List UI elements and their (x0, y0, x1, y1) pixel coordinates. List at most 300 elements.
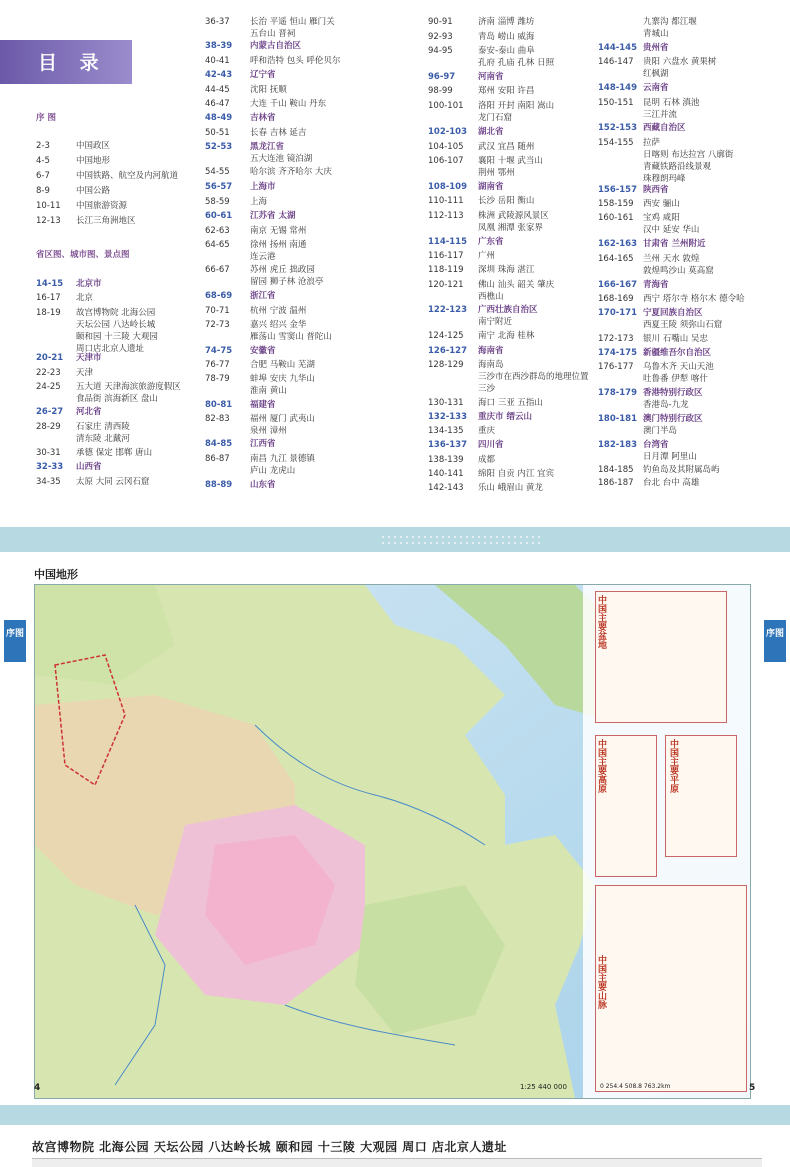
toc-entry[interactable] (36, 215, 136, 228)
toc-entry[interactable] (428, 397, 543, 410)
toc-entry[interactable] (428, 167, 515, 180)
toc-entry-title: 台北 台中 高雄 (643, 478, 700, 488)
toc-region-entry[interactable] (598, 413, 703, 426)
toc-entry-title: 绵阳 自贡 内江 宜宾 (478, 469, 555, 479)
toc-entry[interactable] (36, 367, 93, 380)
toc-page-number: 84-85 (205, 439, 233, 449)
toc-entry[interactable] (205, 196, 267, 209)
toc-entry[interactable] (36, 185, 110, 198)
toc-entry-title: 苏州 虎丘 拙政园 (250, 265, 315, 275)
toc-entry[interactable] (598, 265, 714, 278)
toc-entry[interactable] (428, 16, 534, 29)
toc-entry-title: 钓鱼岛及其附属岛屿 (643, 465, 720, 475)
toc-entry[interactable] (598, 16, 697, 29)
toc-entry-title: 拉萨 (643, 138, 661, 148)
toc-entry-title: 南京 无锡 常州 (250, 226, 307, 236)
toc-entry-title: 天坛公园 八达岭长城 (76, 320, 156, 330)
toc-entry-title: 福州 厦门 武夷山 (250, 414, 315, 424)
toc-page-number: 156-157 (598, 185, 638, 195)
toc-entry-title: 泉州 漳州 (250, 426, 287, 436)
toc-title: 目 录 (38, 52, 107, 74)
toc-entry[interactable] (598, 293, 745, 306)
toc-entry[interactable] (205, 425, 287, 438)
toc-entry-title: 日月潭 阿里山 (643, 452, 697, 462)
toc-entry-title: 兰州 天水 敦煌 (643, 254, 700, 264)
toc-page-number: 70-71 (205, 306, 230, 316)
toc-entry-title: 周口店北京人遗址 (76, 344, 145, 354)
scale-bar-numbers: 0 254.4 508.8 763.2km (600, 1083, 671, 1090)
toc-entry[interactable] (598, 399, 689, 412)
toc-entry[interactable] (205, 373, 315, 386)
toc-page-number: 32-33 (36, 462, 64, 472)
section-tab-left[interactable] (4, 620, 26, 662)
toc-page-number (428, 371, 478, 384)
toc-entry-title: 泰安-泰山 曲阜 (478, 46, 535, 56)
toc-entry-title: 西夏王陵 须弥山石窟 (643, 320, 723, 330)
toc-entry-title: 云南省 (643, 83, 669, 93)
toc-entry[interactable] (205, 84, 287, 97)
toc-region-entry[interactable] (428, 126, 504, 139)
toc-page-number (205, 153, 250, 166)
toc-entry-title: 西宁 塔尔寺 格尔木 德令哈 (643, 294, 745, 304)
toc-page-number (428, 291, 478, 304)
toc-entry[interactable] (428, 45, 535, 58)
toc-entry[interactable] (598, 68, 669, 81)
toc-page-number: 138-139 (428, 455, 464, 465)
toc-page-number (205, 425, 250, 438)
toc-entry-title: 银川 石嘴山 吴忠 (643, 334, 708, 344)
toc-page-number (428, 112, 478, 125)
toc-entry[interactable] (428, 425, 495, 438)
section-tab-right-label: 序图 (765, 629, 784, 639)
toc-entry[interactable] (428, 100, 554, 113)
toc-entry[interactable] (36, 447, 152, 460)
toc-page-number (598, 319, 643, 332)
divider-band-2 (0, 1105, 790, 1125)
toc-region-entry[interactable] (205, 141, 284, 154)
toc-entry[interactable] (36, 433, 130, 446)
toc-page-number (205, 251, 250, 264)
toc-entry-title: 呼和浩特 包头 呼伦贝尔 (250, 56, 341, 66)
toc-entry-title: 孔府 孔庙 孔林 日照 (478, 58, 555, 68)
toc-entry[interactable] (598, 97, 699, 110)
toc-region-entry[interactable] (205, 210, 295, 223)
toc-page-number (598, 109, 643, 122)
toc-region-entry[interactable] (36, 461, 102, 474)
toc-entry[interactable] (598, 361, 714, 374)
toc-page-number: 170-171 (598, 308, 638, 318)
toc-entry-title: 宝鸡 咸阳 (643, 213, 680, 223)
toc-page-number (205, 465, 250, 478)
toc-page-number: 66-67 (205, 265, 230, 275)
toc-page-number: 26-27 (36, 407, 64, 417)
toc-page-number: 24-25 (36, 382, 61, 392)
toc-page-number: 162-163 (598, 239, 638, 249)
toc-entry-title: 长沙 岳阳 衡山 (478, 196, 535, 206)
toc-page-number: 2-3 (36, 141, 50, 151)
toc-entry[interactable] (598, 373, 708, 386)
toc-region-entry[interactable] (205, 399, 276, 412)
toc-entry[interactable] (205, 385, 287, 398)
toc-entry-title: 哈尔滨 齐齐哈尔 大庆 (250, 167, 332, 177)
toc-entry[interactable] (36, 393, 158, 406)
basins-legend (595, 591, 727, 723)
toc-entry-title: 乌鲁木齐 天山天池 (643, 362, 714, 372)
toc-page-number: 72-73 (205, 320, 230, 330)
toc-entry-title: 浙江省 (250, 291, 276, 301)
toc-entry[interactable] (428, 210, 549, 223)
toc-region-entry[interactable] (428, 71, 504, 84)
section-tab-right[interactable] (764, 620, 786, 662)
toc-entry[interactable] (598, 212, 680, 225)
toc-entry[interactable] (205, 28, 295, 41)
toc-entry-title: 安徽省 (250, 346, 276, 356)
toc-entry-title: 株洲 武陵源风景区 (478, 211, 549, 221)
toc-page-number: 122-123 (428, 305, 468, 315)
toc-entry[interactable] (205, 359, 315, 372)
toc-entry-title: 长春 吉林 延吉 (250, 128, 307, 138)
toc-page-number: 8-9 (36, 186, 50, 196)
toc-page-number: 30-31 (36, 448, 61, 458)
toc-entry[interactable] (598, 198, 680, 211)
toc-entry[interactable] (428, 112, 512, 125)
toc-entry[interactable] (428, 482, 543, 495)
toc-section-label: 省区图、城市图、景点图 (36, 250, 130, 260)
toc-entry[interactable] (428, 57, 554, 70)
toc-entry[interactable] (428, 330, 534, 343)
toc-entry-title: 天津市 (76, 353, 102, 363)
toc-page-number: 182-183 (598, 440, 638, 450)
toc-entry[interactable] (205, 127, 306, 140)
toc-entry-title: 四川省 (478, 440, 504, 450)
toc-entry[interactable] (205, 465, 295, 478)
toc-entry[interactable] (598, 477, 699, 490)
toc-section-heading (36, 249, 130, 262)
toc-entry[interactable] (598, 253, 699, 266)
toc-page-number: 82-83 (205, 414, 230, 424)
toc-entry-title: 山西省 (76, 462, 102, 472)
toc-region-entry[interactable] (598, 82, 669, 95)
toc-region-entry[interactable] (205, 290, 276, 303)
toc-entry[interactable] (36, 307, 155, 320)
toc-entry[interactable] (598, 425, 677, 438)
section-tab-left-label: 序图 (5, 629, 24, 639)
toc-entry-title: 淮南 黄山 (250, 386, 287, 396)
toc-page-number (428, 167, 478, 180)
toc-region-entry[interactable] (598, 122, 686, 135)
toc-entry-title: 青城山 (643, 29, 669, 39)
toc-entry[interactable] (428, 85, 534, 98)
toc-entry[interactable] (428, 468, 554, 481)
toc-entry-title: 吐鲁番 伊犁 喀什 (643, 374, 708, 384)
toc-entry-title: 承德 保定 邯郸 唐山 (76, 448, 153, 458)
toc-entry[interactable] (428, 316, 512, 329)
toc-region-entry[interactable] (36, 278, 102, 291)
toc-region-entry[interactable] (428, 411, 532, 424)
toc-region-entry[interactable] (205, 112, 276, 125)
toc-page-number (428, 316, 478, 329)
toc-page-number (428, 383, 478, 396)
toc-page-number (598, 373, 643, 386)
toc-entry[interactable] (598, 149, 733, 162)
toc-entry-title: 颐和园 十三陵 大观园 (76, 332, 158, 342)
toc-page-number: 172-173 (598, 334, 634, 344)
toc-entry-title: 宁夏回族自治区 (643, 308, 703, 318)
toc-entry[interactable] (205, 16, 335, 29)
toc-entry-title: 长江三角洲地区 (76, 216, 136, 226)
toc-region-entry[interactable] (205, 69, 276, 82)
toc-page-number: 58-59 (205, 197, 230, 207)
toc-entry-title: 清东陵 北戴河 (76, 434, 130, 444)
toc-entry-title: 澳门特别行政区 (643, 414, 703, 424)
toc-region-entry[interactable] (205, 479, 276, 492)
toc-page-number (598, 425, 643, 438)
toc-entry[interactable] (428, 264, 534, 277)
toc-region-entry[interactable] (428, 236, 504, 249)
toc-entry-title: 食品街 滨海新区 盘山 (76, 394, 158, 404)
toc-entry-title: 龙门石窟 (478, 113, 513, 123)
toc-entry-title: 中国铁路、航空及内河航道 (76, 171, 179, 181)
toc-page-number: 68-69 (205, 291, 233, 301)
toc-entry-title: 中国旅游资源 (76, 201, 128, 211)
toc-entry[interactable] (428, 31, 534, 44)
toc-entry-title: 三沙 (478, 384, 496, 394)
toc-page-number: 164-165 (598, 254, 634, 264)
toc-page-number: 180-181 (598, 414, 638, 424)
toc-page-number: 124-125 (428, 331, 464, 341)
toc-entry-title: 昆明 石林 滇池 (643, 98, 700, 108)
toc-entry-title: 长治 平遥 恒山 雁门关 (250, 17, 335, 27)
toc-entry[interactable] (598, 224, 699, 237)
toc-entry-title: 黑龙江省 (250, 142, 285, 152)
terrain-map[interactable] (34, 584, 751, 1099)
toc-page-number: 146-147 (598, 57, 634, 67)
toc-entry-title: 南昌 九江 景德镇 (250, 454, 315, 464)
toc-entry[interactable] (598, 137, 660, 150)
toc-entry[interactable] (598, 28, 669, 41)
toc-entry[interactable] (428, 359, 504, 372)
toc-entry-title: 广西壮族自治区 (478, 305, 538, 315)
toc-entry[interactable] (205, 276, 323, 289)
toc-region-entry[interactable] (598, 439, 669, 452)
toc-entry-title: 青海省 (643, 280, 669, 290)
toc-entry[interactable] (205, 239, 306, 252)
toc-entry[interactable] (205, 153, 312, 166)
plateaus-legend-title: 中国主要高原 (596, 739, 606, 793)
toc-entry-title: 福建省 (250, 400, 276, 410)
toc-page-number: 110-111 (428, 196, 464, 206)
toc-entry[interactable] (205, 264, 315, 277)
toc-page-number: 130-131 (428, 398, 464, 408)
toc-entry-title: 五大道 天津海滨旅游度假区 (76, 382, 181, 392)
toc-entry[interactable] (428, 195, 534, 208)
toc-region-entry[interactable] (598, 184, 669, 197)
next-page-caption: 故宫博物院 北海公园 天坛公园 八达岭长城 颐和园 十三陵 大观园 周口 店北京人遗址 (32, 1140, 507, 1154)
toc-entry[interactable] (36, 155, 110, 168)
toc-entry[interactable] (598, 161, 711, 174)
toc-region-entry[interactable] (36, 352, 102, 365)
toc-region-entry[interactable] (598, 387, 703, 400)
toc-entry[interactable] (205, 453, 315, 466)
page-number-right: 5 (749, 1083, 756, 1093)
toc-page-number: 98-99 (428, 86, 453, 96)
toc-region-entry[interactable] (205, 345, 276, 358)
toc-page-number: 16-17 (36, 293, 61, 303)
map-scale: 1:25 440 000 (520, 1083, 567, 1091)
toc-entry[interactable] (205, 331, 332, 344)
toc-entry[interactable] (205, 225, 306, 238)
toc-region-entry[interactable] (598, 42, 669, 55)
toc-page-number: 154-155 (598, 138, 634, 148)
toc-entry-title: 故宫博物院 北海公园 (76, 308, 156, 318)
toc-entry[interactable] (36, 170, 178, 183)
toc-page-number: 148-149 (598, 83, 638, 93)
toc-entry-title: 海南岛 (478, 360, 504, 370)
toc-entry-title: 珠穆朗玛峰 (643, 174, 686, 184)
toc-page-number: 52-53 (205, 142, 233, 152)
toc-page-number: 64-65 (205, 240, 230, 250)
toc-entry[interactable] (205, 166, 332, 179)
toc-entry-title: 西樵山 (478, 292, 504, 302)
toc-entry-title: 南宁附近 (478, 317, 513, 327)
toc-entry[interactable] (205, 319, 306, 332)
toc-entry[interactable] (428, 141, 534, 154)
toc-entry-title: 上海 (250, 197, 268, 207)
toc-entry-title: 沈阳 抚顺 (250, 85, 287, 95)
toc-entry[interactable] (205, 413, 315, 426)
toc-page-number (598, 149, 643, 162)
toc-entry[interactable] (598, 56, 716, 69)
toc-page-number: 54-55 (205, 167, 230, 177)
toc-entry[interactable] (205, 251, 276, 264)
toc-entry-title: 武汉 宜昌 随州 (478, 142, 535, 152)
toc-entry[interactable] (428, 371, 589, 384)
toc-entry-title: 中国公路 (76, 186, 111, 196)
toc-entry-title: 连云港 (250, 252, 276, 262)
toc-entry-title: 成都 (478, 455, 496, 465)
toc-page-number (428, 222, 478, 235)
toc-region-entry[interactable] (598, 238, 705, 251)
toc-entry[interactable] (598, 464, 720, 477)
toc-region-entry[interactable] (205, 438, 276, 451)
toc-entry-title: 太原 大同 云冈石窟 (76, 477, 150, 487)
toc-region-entry[interactable] (428, 304, 538, 317)
toc-entry-title: 山东省 (250, 480, 276, 490)
toc-page-number: 140-141 (428, 469, 464, 479)
toc-entry-title: 庐山 龙虎山 (250, 466, 296, 476)
toc-entry[interactable] (205, 305, 306, 318)
toc-title-box (0, 40, 132, 84)
toc-region-entry[interactable] (598, 307, 703, 320)
toc-entry[interactable] (36, 292, 93, 305)
toc-page-number: 50-51 (205, 128, 230, 138)
toc-page-number: 116-117 (428, 251, 464, 261)
toc-page-number: 42-43 (205, 70, 233, 80)
toc-entry-title: 杭州 宁波 温州 (250, 306, 307, 316)
toc-entry[interactable] (36, 381, 181, 394)
toc-entry-title: 河南省 (478, 72, 504, 82)
toc-entry[interactable] (428, 383, 495, 396)
toc-entry[interactable] (36, 476, 149, 489)
toc-page-number: 96-97 (428, 72, 456, 82)
toc-page-number: 10-11 (36, 201, 61, 211)
toc-region-entry[interactable] (428, 181, 504, 194)
toc-entry-title: 三沙市在西沙群岛的地理位置 (478, 372, 589, 382)
divider-band (0, 527, 790, 552)
toc-entry-title: 西安 骊山 (643, 199, 680, 209)
toc-page-number: 120-121 (428, 280, 464, 290)
toc-entry[interactable] (598, 319, 722, 332)
toc-entry[interactable] (205, 98, 326, 111)
toc-entry[interactable] (428, 250, 495, 263)
toc-region-entry[interactable] (205, 40, 301, 53)
toc-entry-title: 留园 狮子林 沧浪亭 (250, 277, 324, 287)
toc-entry-title: 吉林省 (250, 113, 276, 123)
toc-page-number: 20-21 (36, 353, 64, 363)
toc-entry[interactable] (36, 200, 127, 213)
toc-entry[interactable] (598, 333, 708, 346)
toc-entry-title: 北京 (76, 293, 94, 303)
toc-entry-title: 乐山 峨眉山 黄龙 (478, 483, 543, 493)
toc-page-number (36, 433, 76, 446)
toc-entry[interactable] (428, 279, 554, 292)
toc-entry[interactable] (428, 155, 543, 168)
toc-entry-title: 西藏自治区 (643, 123, 686, 133)
toc-page-number: 80-81 (205, 400, 233, 410)
toc-entry-title: 五大连池 镜泊湖 (250, 154, 313, 164)
toc-entry[interactable] (428, 291, 504, 304)
toc-entry-title: 中国地形 (76, 156, 111, 166)
toc-entry-title: 日喀则 布达拉宫 八廓街 (643, 150, 734, 160)
toc-region-entry[interactable] (428, 345, 504, 358)
toc-region-entry[interactable] (428, 439, 504, 452)
toc-entry-title: 新疆维吾尔自治区 (643, 348, 712, 358)
toc-page-number: 186-187 (598, 478, 634, 488)
toc-region-entry[interactable] (36, 406, 102, 419)
toc-page-number (205, 385, 250, 398)
toc-entry[interactable] (36, 140, 110, 153)
toc-page-number: 132-133 (428, 412, 468, 422)
toc-entry[interactable] (36, 331, 158, 344)
toc-region-entry[interactable] (598, 279, 669, 292)
toc-page (0, 0, 790, 527)
toc-entry-title: 敦煌鸣沙山 莫高窟 (643, 266, 714, 276)
toc-entry[interactable] (36, 319, 155, 332)
toc-entry-title: 雁荡山 雪窦山 普陀山 (250, 332, 332, 342)
toc-entry-title: 济南 淄博 潍坊 (478, 17, 535, 27)
toc-page-number: 18-19 (36, 308, 61, 318)
toc-entry[interactable] (428, 222, 543, 235)
toc-entry[interactable] (205, 55, 340, 68)
toc-page-number: 6-7 (36, 171, 50, 181)
toc-region-entry[interactable] (598, 347, 711, 360)
toc-section-heading (36, 112, 56, 125)
toc-entry-title: 湖南省 (478, 182, 504, 192)
toc-entry-title: 洛阳 开封 南阳 嵩山 (478, 101, 555, 111)
page-number-left: 4 (34, 1083, 41, 1093)
toc-entry[interactable] (598, 109, 677, 122)
toc-page-number: 94-95 (428, 46, 453, 56)
toc-entry[interactable] (598, 451, 697, 464)
toc-entry[interactable] (428, 454, 495, 467)
toc-entry-title: 北京市 (76, 279, 102, 289)
toc-page-number (36, 331, 76, 344)
toc-page-number (598, 68, 643, 81)
toc-entry[interactable] (36, 421, 130, 434)
toc-entry-title: 凤凰 湘潭 张家界 (478, 223, 543, 233)
toc-entry-title: 红枫湖 (643, 69, 669, 79)
toc-region-entry[interactable] (205, 181, 276, 194)
